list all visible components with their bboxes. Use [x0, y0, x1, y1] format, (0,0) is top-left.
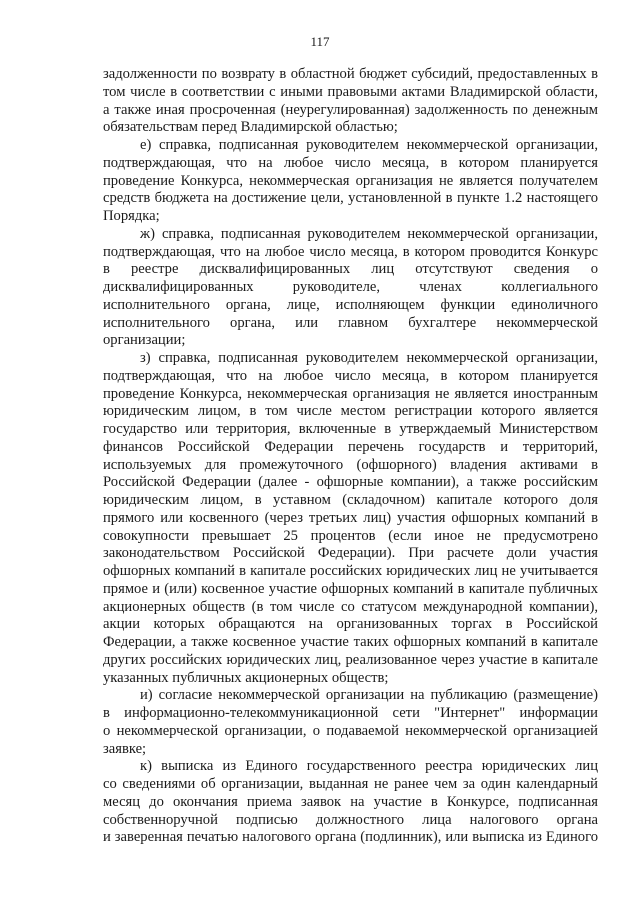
text-line: в реестре дисквалифицированных лиц отсутствуют сведения о [103, 261, 598, 278]
page-number: 117 [310, 34, 330, 49]
text-line: дисквалифицированных руководителе, членах коллегиального [103, 279, 598, 295]
text-line: проведение Конкурса, некоммерческая организация не является иностранным [103, 385, 598, 402]
text-line: подтверждающая, что на любое число месяца, в котором проводится Конкурс [103, 243, 598, 260]
text-line: Порядка; [103, 208, 160, 224]
text-line: юридическим лицом, в уставном (складочном) капитале которого доля [103, 492, 598, 508]
text-line: Федерации, а также косвенное участие таких офшорных компаний в капитале [103, 634, 598, 650]
text-line: том числе в соответствии с иными правовыми актами Владимирской области, [103, 83, 598, 100]
text-line: Российской Федерации (далее - офшорные компании), а также российским [103, 474, 598, 491]
text-line: ж) справка, подписанная руководителем некоммерческой организации, [140, 225, 598, 242]
text-line: подтверждающая, что на любое число месяца, в котором планируется [103, 154, 598, 171]
text-line: совокупности превышает 25 процентов (если иное не предусмотрено [103, 527, 598, 544]
text-line: месяц до окончания приема заявок на участие в Конкурсе, подписанная [103, 793, 598, 810]
text-line: законодательством Российской Федерации). При расчете доли участия [103, 545, 598, 562]
text-line: к) выписка из Единого государственного реестра юридических лиц [140, 758, 598, 775]
text-line: со сведениями об организации, выданная не ранее чем за один календарный [103, 776, 598, 792]
text-line: прямого или косвенного (через третьих лиц) участия офшорных компаний в [103, 509, 598, 526]
text-line: исполнительного органа, лице, исполняющем функции единоличного [103, 296, 598, 313]
text-line: подтверждающая, что на любое число месяца, в котором планируется [103, 367, 598, 384]
text-line: юридическим лицом, в том числе местом регистрации которого является [103, 403, 598, 420]
text-line: акционерных обществ (в том числе со статусом международной компании), [103, 598, 598, 615]
text-line: организации; [103, 332, 186, 349]
text-line: а также иная просроченная (неурегулированная) задолженность по денежным [103, 101, 598, 118]
text-line: средств бюджета на достижение цели, установленной в пункте 1.2 настоящего [103, 190, 598, 207]
text-line: акции которых обращаются на организованных торгах в Российской [103, 616, 598, 633]
text-line: проведение Конкурса, некоммерческая организация не является получателем [103, 172, 598, 189]
text-line: финансов Российской Федерации перечень государств и территорий, [103, 438, 598, 455]
text-line: з) справка, подписанная руководителем некоммерческой организации, [140, 350, 598, 366]
text-line: собственноручной подписью должностного лица налогового органа [103, 811, 598, 828]
text-line: используемых для промежуточного (офшорного) владения активами в [103, 456, 598, 473]
text-line: о некоммерческой организации, о подаваемой некоммерческой организацией [103, 722, 598, 739]
text-line: указанных публичных акционерных обществ; [103, 669, 389, 686]
text-line: в информационно-телекоммуникационной сети "Интернет" информации [103, 705, 598, 721]
text-line: офшорных компаний в капитале российских юридических лиц не учитывается [103, 563, 598, 579]
text-line: задолженности по возврату в областной бюджет субсидий, предоставленных в [103, 66, 598, 82]
text-line: заявке; [103, 740, 147, 757]
text-line: и заверенная печатью налогового органа (подлинник), или выписка из Единого [103, 829, 598, 846]
text-line: и) согласие некоммерческой организации на публикацию (размещение) [140, 687, 598, 704]
text-line: прямое и (или) косвенное участие офшорных компаний в капитале публичных [103, 580, 598, 597]
text-line: других российских юридических лиц, реализованное через участие в капитале [103, 651, 598, 668]
text-line: е) справка, подписанная руководителем некоммерческой организации, [140, 137, 598, 153]
text-line: государство или территория, включенные в утверждаемый Министерством [103, 421, 598, 437]
text-line: обязательствам перед Владимирской областью; [103, 119, 398, 136]
text-line: исполнительного органа, или главном бухгалтере некоммерческой [103, 314, 598, 331]
